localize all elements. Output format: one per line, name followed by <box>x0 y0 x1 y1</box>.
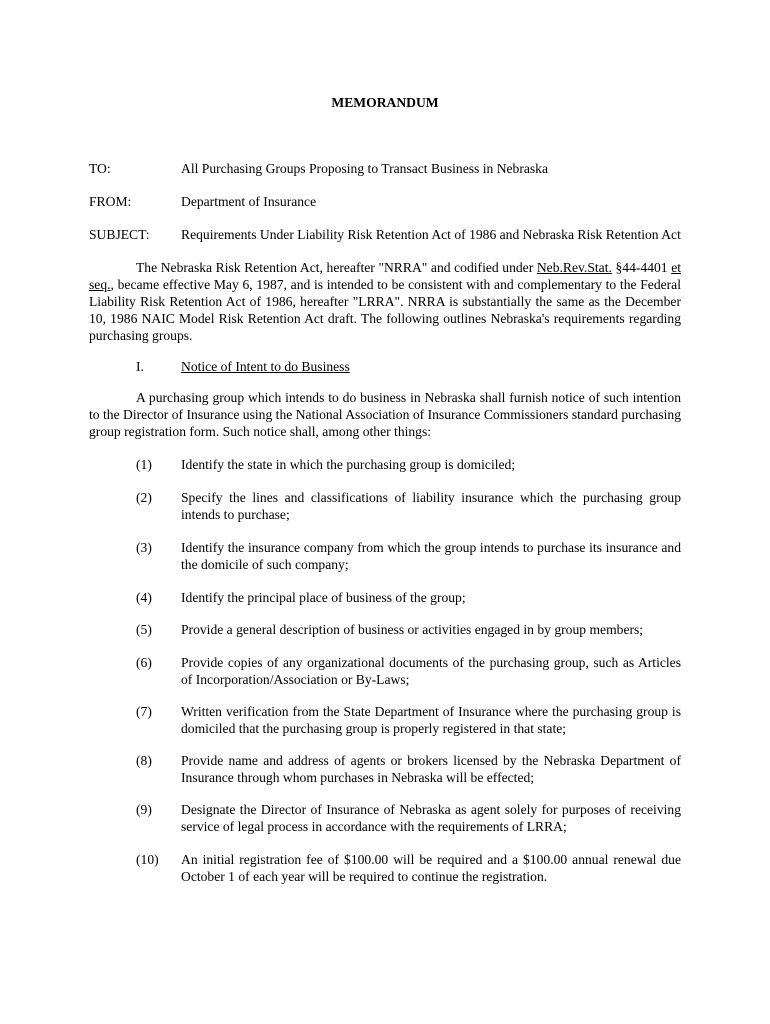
item-number: (6) <box>136 655 152 670</box>
item-text: Identify the insurance company from which the group intends to purchase its insurance and the domicile of such company; <box>181 540 681 572</box>
from-label: FROM: <box>89 194 132 209</box>
to-label: TO: <box>89 161 111 176</box>
item-text: An initial registration fee of $100.00 will be required and a $100.00 annual renewal due October 1 of each year will be required to continue the registration. <box>181 852 681 884</box>
item-text: Identify the principal place of business of the group; <box>181 590 466 605</box>
item-number: (9) <box>136 802 152 817</box>
item-text: Identify the state in which the purchasing group is domiciled; <box>181 457 516 472</box>
item-text: Provide name and address of agents or brokers licensed by the Nebraska Department of Insurance through whom purchases in Nebraska will be effected; <box>181 753 681 785</box>
section-number: I. <box>136 359 144 374</box>
intro-text-3: , became effective May 6, 1987, and is intended to be consistent with and complementary to the Federal Liability Risk Retention Act of 1986, hereafter "LRRA". NRRA is substantially the same as the December 10, 1986 NAIC Model Risk Retention Act draft. The following outlines Nebraska's requirements regarding purchasing groups. <box>89 277 681 343</box>
intro-paragraph <box>89 259 681 344</box>
item-number: (1) <box>136 457 152 472</box>
item-number: (5) <box>136 622 152 637</box>
subject-label: SUBJECT: <box>89 227 150 242</box>
subject-value: Requirements Under Liability Risk Retention Act of 1986 and Nebraska Risk Retention Act <box>181 227 681 242</box>
item-number: (10) <box>136 852 159 867</box>
to-value: All Purchasing Groups Proposing to Transact Business in Nebraska <box>181 161 549 176</box>
item-number: (3) <box>136 540 152 555</box>
section-paragraph: A purchasing group which intends to do business in Nebraska shall furnish notice of such intention to the Director of Insurance using the National Association of Insurance Commissioners standard purchasing group registration form. Such notice shall, among other things: <box>89 390 681 439</box>
item-number: (7) <box>136 704 152 719</box>
item-number: (8) <box>136 753 152 768</box>
item-text: Written verification from the State Department of Insurance where the purchasing group is domiciled that the purchasing group is properly registered in that state; <box>181 704 681 736</box>
item-text: Provide copies of any organizational documents of the purchasing group, such as Articles of Incorporation/Association or By-Laws; <box>181 655 681 687</box>
item-text: Designate the Director of Insurance of Nebraska as agent solely for purposes of receiving service of legal process in accordance with the requirements of LRRA; <box>181 802 681 834</box>
et-seq: et seq. <box>89 260 682 292</box>
item-text: Provide a general description of business or activities engaged in by group members; <box>181 622 644 637</box>
from-value: Department of Insurance <box>181 194 317 209</box>
memo-title: MEMORANDUM <box>331 95 439 110</box>
item-text: Specify the lines and classifications of liability insurance which the purchasing group intends to purchase; <box>181 490 681 522</box>
section-title: Notice of Intent to do Business <box>181 359 350 374</box>
intro-text-2: §44-4401 <box>611 260 672 275</box>
item-number: (4) <box>136 590 152 605</box>
statute-citation: Neb.Rev.Stat. <box>536 260 612 275</box>
item-number: (2) <box>136 490 152 505</box>
intro-text-1: The Nebraska Risk Retention Act, hereafter "NRRA" and codified under <box>136 260 537 275</box>
